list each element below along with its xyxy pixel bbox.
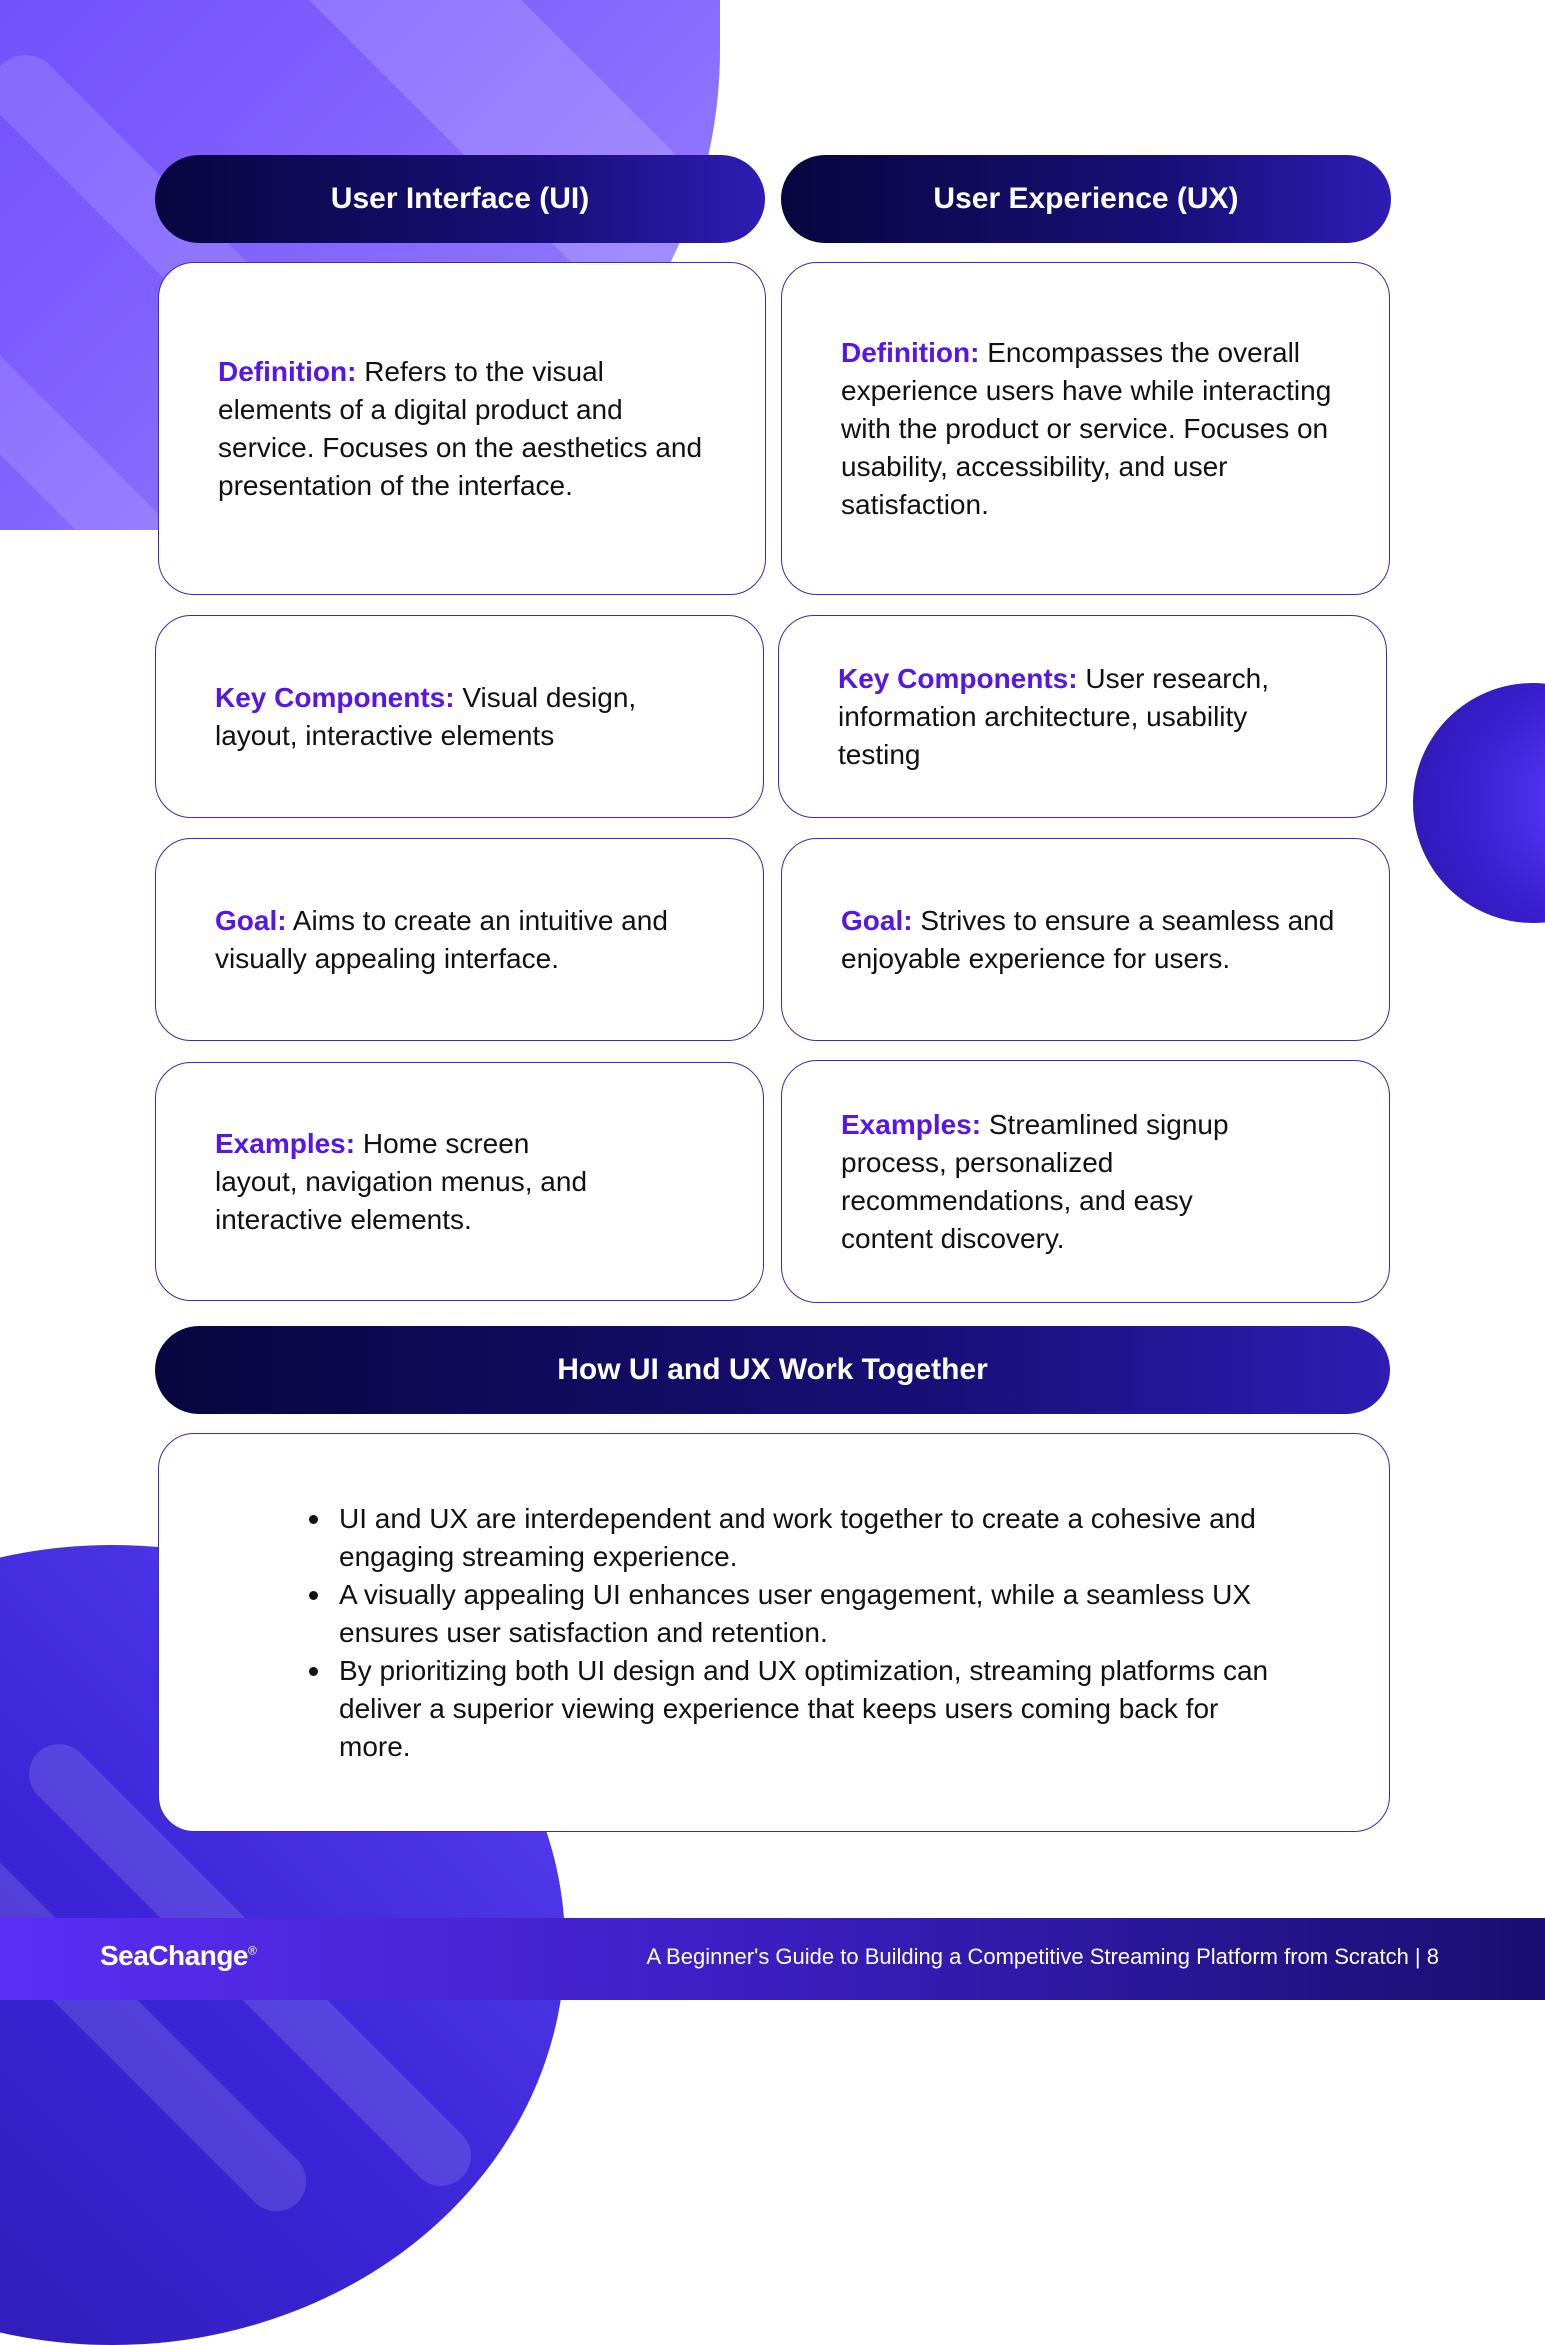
ui-goal-card bbox=[155, 838, 764, 1041]
ux-goal-label: Goal: bbox=[841, 904, 913, 936]
ux-examples-card bbox=[781, 1060, 1390, 1303]
together-bullet-list bbox=[309, 1500, 1289, 1766]
ux-goal-text: Strives to ensure a seamless and enjoyable experience for users. bbox=[841, 904, 1335, 974]
ui-examples-card bbox=[155, 1062, 764, 1301]
ui-goal-label: Goal: bbox=[215, 904, 287, 936]
footer-title: A Beginner's Guide to Building a Competitive Streaming Platform from Scratch | 8 bbox=[646, 1944, 1439, 1969]
ux-examples-text: Streamlined signup process, personalized recommendations, and easy content discovery. bbox=[841, 1108, 1229, 1254]
together-header bbox=[155, 1326, 1390, 1414]
ux-goal-card bbox=[781, 838, 1390, 1041]
ux-header bbox=[781, 155, 1391, 243]
ui-header-title: User Interface (UI) bbox=[330, 182, 590, 215]
list-item: By prioritizing both UI design and UX optimization, streaming platforms can deliver a superior viewing experience that keeps users coming back for more. bbox=[309, 1652, 1289, 1766]
ux-examples-label: Examples: bbox=[841, 1108, 982, 1140]
ui-examples-text: Home screen layout, navigation menus, and interactive elements. bbox=[215, 1127, 588, 1235]
ux-definition-text: Encompasses the overall experience users have while interacting with the product or service. Focuses on usability, accessibility, and user satisfaction. bbox=[841, 336, 1332, 520]
ui-definition-text: Refers to the visual elements of a digital product and service. Focuses on the aesthetics and presentation of the interface. bbox=[218, 355, 703, 501]
ui-key-components-text: Visual design, layout, interactive elements bbox=[215, 681, 637, 751]
ux-header-title: User Experience (UX) bbox=[933, 182, 1239, 215]
together-title: How UI and UX Work Together bbox=[557, 1353, 988, 1386]
brand-logo: SeaChange® bbox=[100, 1940, 257, 1971]
together-card bbox=[158, 1433, 1390, 1832]
list-item: A visually appealing UI enhances user engagement, while a seamless UX ensures user satisfaction and retention. bbox=[309, 1576, 1289, 1652]
right-circle-decoration bbox=[1413, 683, 1545, 923]
ui-goal-text: Aims to create an intuitive and visually appealing interface. bbox=[215, 904, 668, 974]
list-item: UI and UX are interdependent and work together to create a cohesive and engaging streaming experience. bbox=[309, 1500, 1289, 1576]
ui-definition-label: Definition: bbox=[218, 355, 357, 387]
ui-key-components-label: Key Components: bbox=[215, 681, 455, 713]
ui-examples-label: Examples: bbox=[215, 1127, 356, 1159]
ui-header bbox=[155, 155, 765, 243]
page-footer bbox=[0, 1918, 1545, 2000]
ux-key-components-label: Key Components: bbox=[838, 662, 1078, 694]
ui-key-components-card bbox=[155, 615, 764, 818]
ux-definition-label: Definition: bbox=[841, 336, 980, 368]
ui-definition-card bbox=[158, 262, 766, 595]
ux-key-components-text: User research, information architecture, usability testing bbox=[838, 662, 1269, 770]
ux-key-components-card bbox=[778, 615, 1387, 818]
ux-definition-card bbox=[781, 262, 1390, 595]
